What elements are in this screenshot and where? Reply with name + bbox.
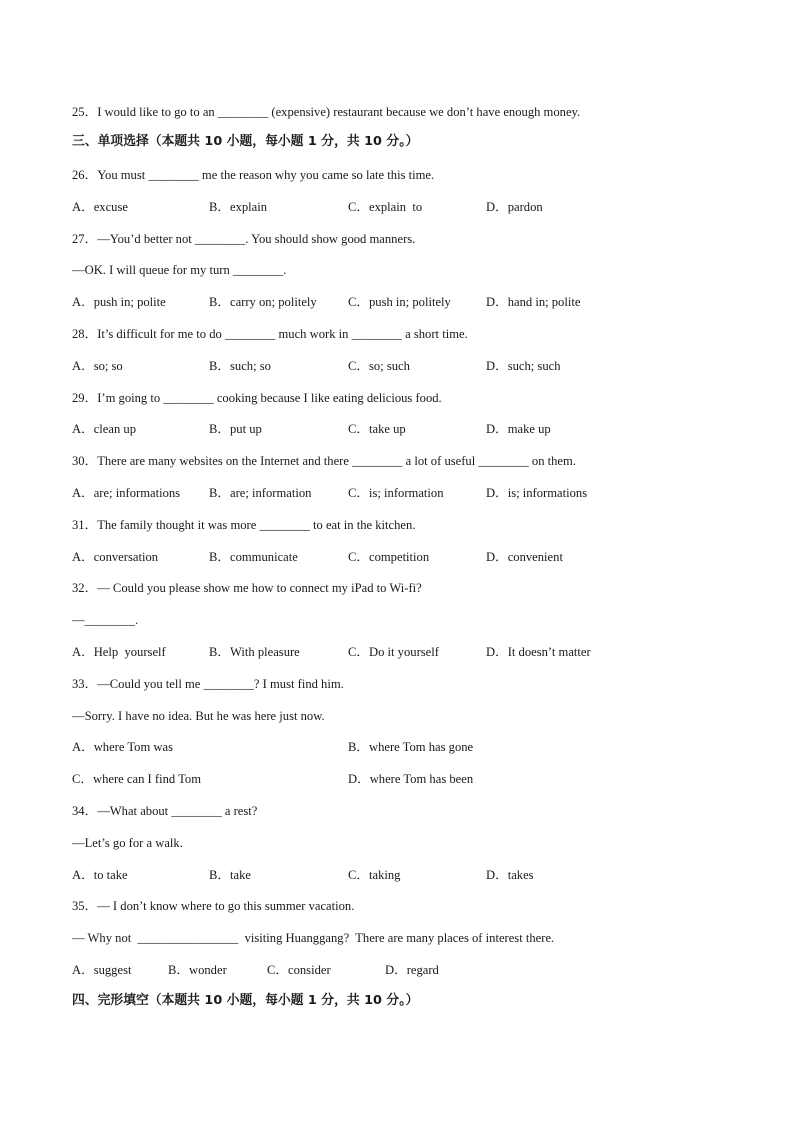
option-a[interactable]: A．clean up [72, 422, 136, 436]
option-b[interactable]: B．carry on; politely [209, 295, 317, 309]
option-b[interactable]: B．With pleasure [209, 645, 300, 659]
option-c[interactable]: C．Do it yourself [348, 645, 439, 659]
option-d[interactable]: D．takes [486, 868, 534, 882]
option-a[interactable]: A．Help yourself [72, 645, 166, 659]
option-d[interactable]: D．regard [385, 963, 439, 977]
option-c[interactable]: C．take up [348, 422, 406, 436]
q27-text: 27．—You’d better not ________. You should show good manners. [72, 232, 416, 246]
option-d[interactable]: D．is; informations [486, 486, 588, 500]
section-3-heading: 三、单项选择（本题共 10 小题，每小题 1 分，共 10 分。） [72, 134, 419, 149]
option-a[interactable]: A．conversation [72, 550, 159, 564]
q30-text: 30．There are many websites on the Internet and there ________ a lot of useful ________ on them. [72, 454, 576, 468]
q33-reply: —Sorry. I have no idea. But he was here just now. [72, 709, 325, 723]
q32-reply: —________. [72, 613, 139, 627]
option-b[interactable]: B．where Tom has gone [348, 740, 474, 754]
q28-text: 28．It’s difficult for me to do ________ much work in ________ a short time. [72, 327, 468, 341]
option-b[interactable]: B．wonder [168, 963, 227, 977]
option-b[interactable]: B．are; information [209, 486, 312, 500]
option-c[interactable]: C．is; information [348, 486, 444, 500]
option-c[interactable]: C．competition [348, 550, 430, 564]
option-a[interactable]: A．where Tom was [72, 740, 174, 754]
q32-text: 32．— Could you please show me how to connect my iPad to Wi-fi? [72, 581, 422, 595]
option-a[interactable]: A．are; informations [72, 486, 181, 500]
option-d[interactable]: D．where Tom has been [348, 772, 474, 786]
q33-text: 33．—Could you tell me ________? I must find him. [72, 677, 344, 691]
option-a[interactable]: A．so; so [72, 359, 123, 373]
option-b[interactable]: B．explain [209, 200, 268, 214]
option-c[interactable]: C．taking [348, 868, 401, 882]
option-d[interactable]: D．hand in; polite [486, 295, 581, 309]
q35-text: 35．— I don’t know where to go this summer vacation. [72, 899, 355, 913]
q31-text: 31．The family thought it was more ________ to eat in the kitchen. [72, 518, 416, 532]
q25-text: 25．I would like to go to an ________ (expensive) restaurant because we don’t have enough money. [72, 105, 581, 119]
option-d[interactable]: D．It doesn’t matter [486, 645, 591, 659]
q29-text: 29．I’m going to ________ cooking because I like eating delicious food. [72, 391, 442, 405]
option-c[interactable]: C．explain to [348, 200, 423, 214]
q35-reply: — Why not ________________ visiting Huanggang? There are many places of interest there. [72, 931, 555, 945]
option-b[interactable]: B．put up [209, 422, 262, 436]
option-c[interactable]: C．where can I find Tom [72, 772, 201, 786]
q26-text: 26．You must ________ me the reason why you came so late this time. [72, 168, 435, 182]
q27-reply: —OK. I will queue for my turn ________. [72, 263, 287, 277]
option-a[interactable]: A．suggest [72, 963, 132, 977]
option-a[interactable]: A．excuse [72, 200, 128, 214]
option-b[interactable]: B．take [209, 868, 251, 882]
option-c[interactable]: C．consider [267, 963, 331, 977]
option-d[interactable]: D．make up [486, 422, 551, 436]
option-a[interactable]: A．to take [72, 868, 128, 882]
option-c[interactable]: C．push in; politely [348, 295, 451, 309]
q34-reply: —Let’s go for a walk. [72, 836, 183, 850]
section-4-heading: 四、完形填空（本题共 10 小题，每小题 1 分，共 10 分。） [72, 993, 419, 1008]
q34-text: 34．—What about ________ a rest? [72, 804, 258, 818]
option-d[interactable]: D．such; such [486, 359, 561, 373]
option-a[interactable]: A．push in; polite [72, 295, 166, 309]
option-b[interactable]: B．such; so [209, 359, 271, 373]
option-b[interactable]: B．communicate [209, 550, 298, 564]
option-d[interactable]: D．convenient [486, 550, 563, 564]
option-c[interactable]: C．so; such [348, 359, 410, 373]
option-d[interactable]: D．pardon [486, 200, 543, 214]
